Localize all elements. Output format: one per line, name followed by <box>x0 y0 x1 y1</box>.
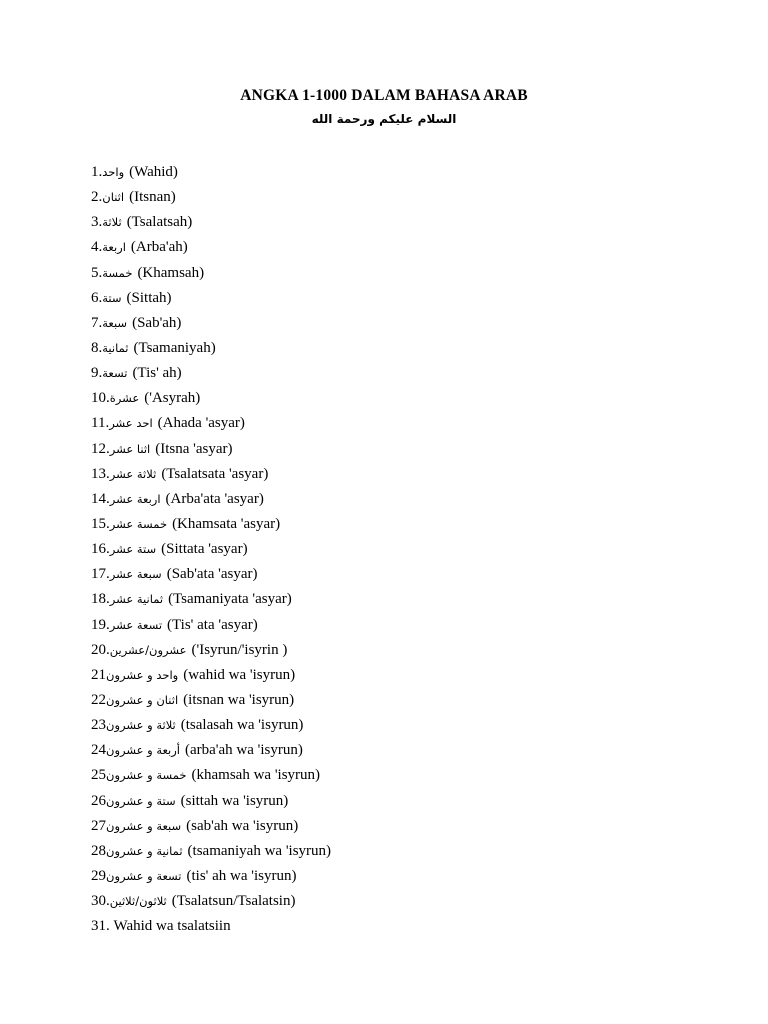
list-item <box>91 713 331 738</box>
item-transliteration: (sab'ah wa 'isyrun) <box>186 817 299 834</box>
item-transliteration: (Tis' ata 'asyar) <box>167 616 258 633</box>
list-item <box>91 587 331 612</box>
item-number: 31. <box>91 918 110 935</box>
item-number: 8. <box>91 339 103 356</box>
item-transliteration: (khamsah wa 'isyrun) <box>191 767 321 784</box>
item-arabic-word: سبعة <box>102 315 128 330</box>
item-transliteration: (Khamsah) <box>137 264 205 281</box>
item-transliteration: (itsnan wa 'isyrun) <box>183 691 295 708</box>
item-arabic-word: عشرون/عشرين <box>109 642 187 657</box>
item-arabic-word: واحد و عشرون <box>106 667 179 682</box>
item-number: 3. <box>91 214 103 231</box>
item-number: 27 <box>91 817 106 834</box>
item-transliteration: Wahid wa tsalatsiin <box>113 918 231 935</box>
item-arabic-word: واحد <box>102 165 125 179</box>
item-number: 20. <box>91 641 110 658</box>
item-number: 26 <box>91 792 106 809</box>
item-arabic-word: تسعة <box>102 366 128 381</box>
list-item <box>91 763 331 788</box>
item-arabic-word: ثلاثة و عشرون <box>106 718 176 733</box>
item-arabic-word: تسعة و عشرون <box>106 868 182 883</box>
item-transliteration: (arba'ah wa 'isyrun) <box>185 742 303 759</box>
item-transliteration: (Arba'ah) <box>130 239 188 256</box>
item-number: 12. <box>91 440 110 457</box>
item-transliteration: (Tsamaniyata 'asyar) <box>168 591 292 608</box>
item-transliteration: (Wahid) <box>129 164 178 180</box>
item-transliteration: ('Asyrah) <box>144 390 201 407</box>
item-number: 21 <box>91 666 106 683</box>
item-number: 5. <box>91 264 103 281</box>
item-arabic-word: خمسة و عشرون <box>106 768 187 783</box>
item-transliteration: (Sittah) <box>126 289 172 306</box>
item-arabic-word: ستة و عشرون <box>106 793 176 808</box>
item-number: 7. <box>91 314 103 331</box>
item-arabic-word: اربعة <box>102 240 126 255</box>
item-arabic-word: ستة <box>102 290 122 305</box>
item-arabic-word: ثمانية عشر <box>109 592 164 607</box>
list-item <box>91 537 331 562</box>
list-item <box>91 638 331 663</box>
item-number: 30. <box>91 893 110 910</box>
item-number: 22 <box>91 691 106 708</box>
item-number: 4. <box>91 239 103 256</box>
item-arabic-word: ثلاثة عشر <box>109 466 157 481</box>
item-transliteration: (Tsamaniyah) <box>133 339 216 356</box>
item-arabic-word: ثمانية <box>102 340 129 355</box>
item-arabic-word: تسعة عشر <box>109 617 163 632</box>
list-item <box>91 512 331 537</box>
item-transliteration: (tsamaniyah wa 'isyrun) <box>187 842 332 859</box>
item-number: 28 <box>91 842 106 859</box>
item-transliteration: (sittah wa 'isyrun) <box>180 792 289 809</box>
item-transliteration: (wahid wa 'isyrun) <box>183 666 296 683</box>
item-arabic-word: اربعة عشر <box>109 491 161 506</box>
list-item <box>91 311 331 336</box>
list-item <box>91 688 331 713</box>
item-number: 25 <box>91 767 106 784</box>
item-transliteration: (Itsna 'asyar) <box>155 440 233 457</box>
list-item <box>91 185 331 210</box>
item-number: 6. <box>91 289 103 306</box>
item-transliteration: ('Isyrun/'isyrin ) <box>191 641 288 658</box>
item-number: 19. <box>91 616 110 633</box>
list-item <box>91 462 331 487</box>
list-item <box>91 839 331 864</box>
item-transliteration: (Sab'ah) <box>132 314 182 331</box>
item-transliteration: (tsalasah wa 'isyrun) <box>180 717 304 734</box>
list-item <box>91 210 331 235</box>
item-transliteration: (Ahada 'asyar) <box>157 415 245 432</box>
list-item <box>91 864 331 889</box>
list-item <box>91 814 331 839</box>
item-number: 13. <box>91 465 110 482</box>
item-transliteration: (Sittata 'asyar) <box>161 541 248 558</box>
list-item <box>91 613 331 638</box>
list-item <box>91 487 331 512</box>
item-transliteration: (Khamsata 'asyar) <box>172 515 281 532</box>
item-transliteration: (Tsalatsah) <box>126 214 193 231</box>
list-item <box>91 235 331 260</box>
list-item <box>91 437 331 462</box>
list-item <box>91 261 331 286</box>
item-arabic-word: ثمانية و عشرون <box>106 843 183 858</box>
list-item <box>91 386 331 411</box>
arabic-greeting: السلام عليكم ورحمة الله <box>311 112 457 126</box>
list-item <box>91 336 331 361</box>
item-transliteration: (Arba'ata 'asyar) <box>165 490 264 507</box>
list-item <box>91 789 331 814</box>
item-arabic-word: اثنان <box>102 190 125 205</box>
item-arabic-word: اثنا عشر <box>109 441 151 456</box>
item-arabic-word: اثنان و عشرون <box>106 692 179 707</box>
document-title: ANGKA 1-1000 DALAM BAHASA ARAB <box>240 87 528 104</box>
list-item <box>91 889 331 914</box>
item-arabic-word: أربعة و عشرون <box>106 743 180 758</box>
item-number: 14. <box>91 490 110 507</box>
list-item <box>91 663 331 688</box>
item-transliteration: (Tsalatsun/Tsalatsin) <box>171 893 296 910</box>
list-item <box>91 411 331 436</box>
item-number: 18. <box>91 591 110 608</box>
item-arabic-word: سبعة عشر <box>109 567 162 582</box>
item-transliteration: (Tsalatsata 'asyar) <box>161 465 269 482</box>
item-transliteration: (Itsnan) <box>129 189 176 206</box>
item-transliteration: (Sab'ata 'asyar) <box>166 566 258 583</box>
item-number: 1. <box>91 164 103 180</box>
item-number: 2. <box>91 189 103 206</box>
list-item <box>91 914 331 939</box>
number-list <box>91 160 331 939</box>
item-arabic-word: سبعة و عشرون <box>106 818 182 833</box>
item-arabic-word: خمسة <box>102 265 133 280</box>
item-arabic-word: عشرة <box>109 391 140 406</box>
item-number: 29 <box>91 867 106 884</box>
item-number: 17. <box>91 566 110 583</box>
list-item <box>91 286 331 311</box>
item-number: 23 <box>91 717 106 734</box>
item-arabic-word: خمسة عشر <box>109 516 168 531</box>
item-number: 16. <box>91 541 110 558</box>
item-arabic-word: احد عشر <box>109 416 153 431</box>
item-number: 15. <box>91 515 110 532</box>
item-transliteration: (Tis' ah) <box>132 365 182 382</box>
list-item <box>91 738 331 763</box>
list-item <box>91 361 331 386</box>
item-arabic-word: ثلاثون/ثلاثين <box>109 894 167 909</box>
item-transliteration: (tis' ah wa 'isyrun) <box>186 867 297 884</box>
list-item <box>91 160 331 185</box>
item-arabic-word: ثلاثة <box>102 215 122 230</box>
item-arabic-word: ستة عشر <box>109 542 157 557</box>
item-number: 10. <box>91 390 110 407</box>
list-item <box>91 562 331 587</box>
item-number: 9. <box>91 365 103 382</box>
item-number: 11. <box>91 415 110 432</box>
item-number: 24 <box>91 742 106 759</box>
